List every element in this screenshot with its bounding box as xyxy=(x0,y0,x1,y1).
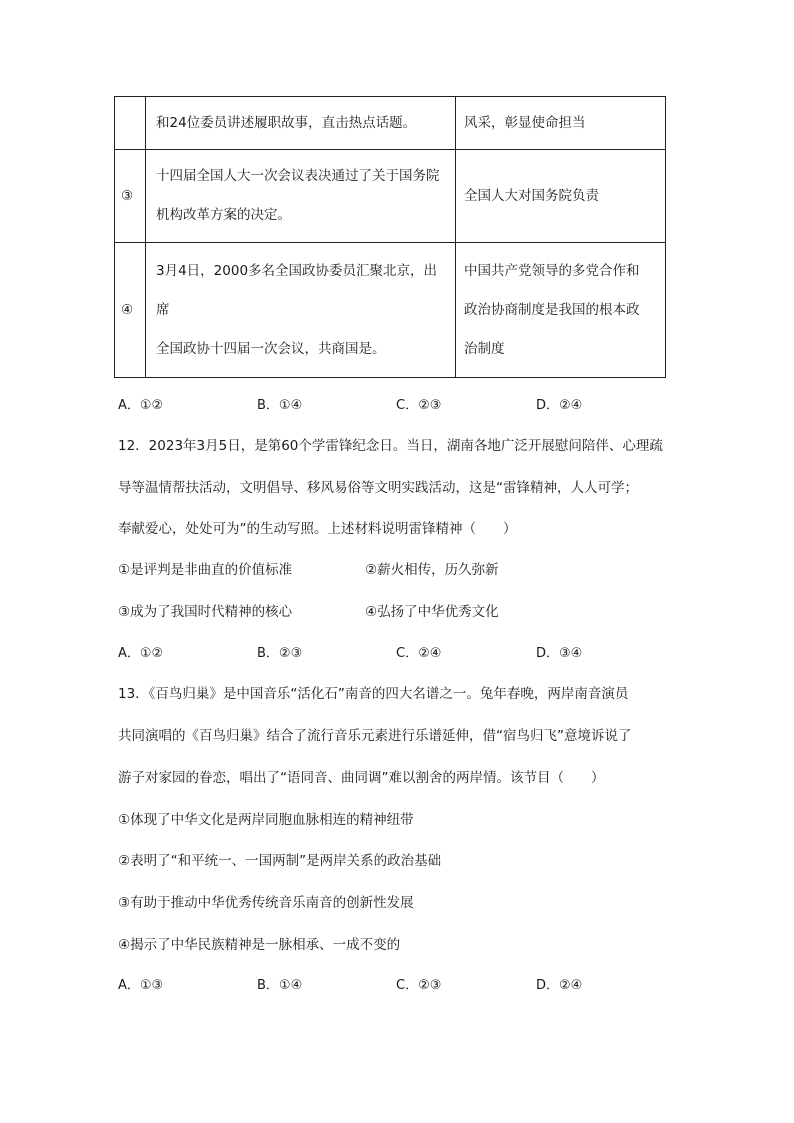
question-13-line: 13．《百鸟归巢》是中国音乐“活化石”南音的四大名谱之一。兔年春晚，两岸南音演员 xyxy=(118,686,629,702)
cell-line: 治制度 xyxy=(464,340,505,357)
table-row xyxy=(115,97,666,150)
explanation-cell xyxy=(456,97,666,150)
event-cell xyxy=(146,150,456,243)
option-d[interactable]: D．③④ xyxy=(536,646,583,661)
cell-line: 3月4日，2000多名全国政协委员汇聚北京，出席 xyxy=(156,262,438,318)
material-table xyxy=(114,96,666,378)
option-c[interactable]: C．②④ xyxy=(396,646,442,661)
row-number: ④ xyxy=(115,243,146,378)
cell-line: 全国人大对国务院负责 xyxy=(464,187,599,204)
statement-3: ③有助于推动中华优秀传统音乐南音的创新性发展 xyxy=(118,895,414,911)
statement-2: ②表明了“和平统一、一国两制”是两岸关系的政治基础 xyxy=(118,853,442,869)
table-row xyxy=(115,243,666,378)
explanation-cell xyxy=(456,150,666,243)
cell-line: 政治协商制度是我国的根本政 xyxy=(464,301,640,318)
option-b[interactable]: B．①④ xyxy=(257,398,303,413)
event-cell xyxy=(146,97,456,150)
option-b[interactable]: B．②③ xyxy=(257,646,303,661)
q12-options xyxy=(118,642,678,662)
statement-1: ①体现了中华文化是两岸同胞血脉相连的精神纽带 xyxy=(118,812,414,828)
statement-3: ③成为了我国时代精神的核心 xyxy=(118,604,293,620)
option-b[interactable]: B．①④ xyxy=(257,978,303,993)
cell-line: 十四届全国人大一次会议表决通过了关于国务院 xyxy=(156,168,440,184)
cell-line: 和24位委员讲述履职故事，直击热点话题。 xyxy=(156,114,417,131)
q11-options xyxy=(118,394,678,414)
statement-4: ④弘扬了中华优秀文化 xyxy=(365,604,499,620)
question-13-line: 共同演唱的《百鸟归巢》结合了流行音乐元素进行乐谱延伸，借“宿鸟归飞”意境诉说了 xyxy=(118,728,632,744)
cell-line: 中国共产党领导的多党合作和 xyxy=(464,262,640,279)
row-number: ③ xyxy=(115,150,146,243)
statement-1: ①是评判是非曲直的价值标准 xyxy=(118,562,293,578)
question-12-line: 奉献爱心，处处可为”的生动写照。上述材料说明雷锋精神（ ） xyxy=(118,521,517,537)
statement-2: ②薪火相传，历久弥新 xyxy=(365,562,499,578)
cell-line: 风采，彰显使命担当 xyxy=(464,114,586,131)
option-a[interactable]: A．①③ xyxy=(118,978,164,993)
question-12-line: 导等温情帮扶活动，文明倡导、移风易俗等文明实践活动，这是“雷锋精神，人人可学； xyxy=(118,480,638,496)
q13-options xyxy=(118,974,678,994)
cell-line: 全国政协十四届一次会议，共商国是。 xyxy=(156,340,386,357)
option-c[interactable]: C．②③ xyxy=(396,398,442,413)
cell-line: 机构改革方案的决定。 xyxy=(156,207,291,223)
explanation-cell xyxy=(456,243,666,378)
option-d[interactable]: D．②④ xyxy=(536,978,583,993)
option-d[interactable]: D．②④ xyxy=(536,398,583,413)
event-cell xyxy=(146,243,456,378)
table-row xyxy=(115,150,666,243)
row-number xyxy=(115,97,146,150)
option-a[interactable]: A．①② xyxy=(118,646,164,661)
option-c[interactable]: C．②③ xyxy=(396,978,442,993)
question-13-line: 游子对家园的眷恋，唱出了“语同音、曲同调”难以割舍的两岸情。该节目（ ） xyxy=(118,770,605,786)
statement-4: ④揭示了中华民族精神是一脉相承、一成不变的 xyxy=(118,937,401,953)
option-a[interactable]: A．①② xyxy=(118,398,164,413)
question-12-line: 12．2023年3月5日，是第60个学雷锋纪念日。当日，湖南各地广泛开展慰问陪伴、心理疏 xyxy=(118,438,663,454)
